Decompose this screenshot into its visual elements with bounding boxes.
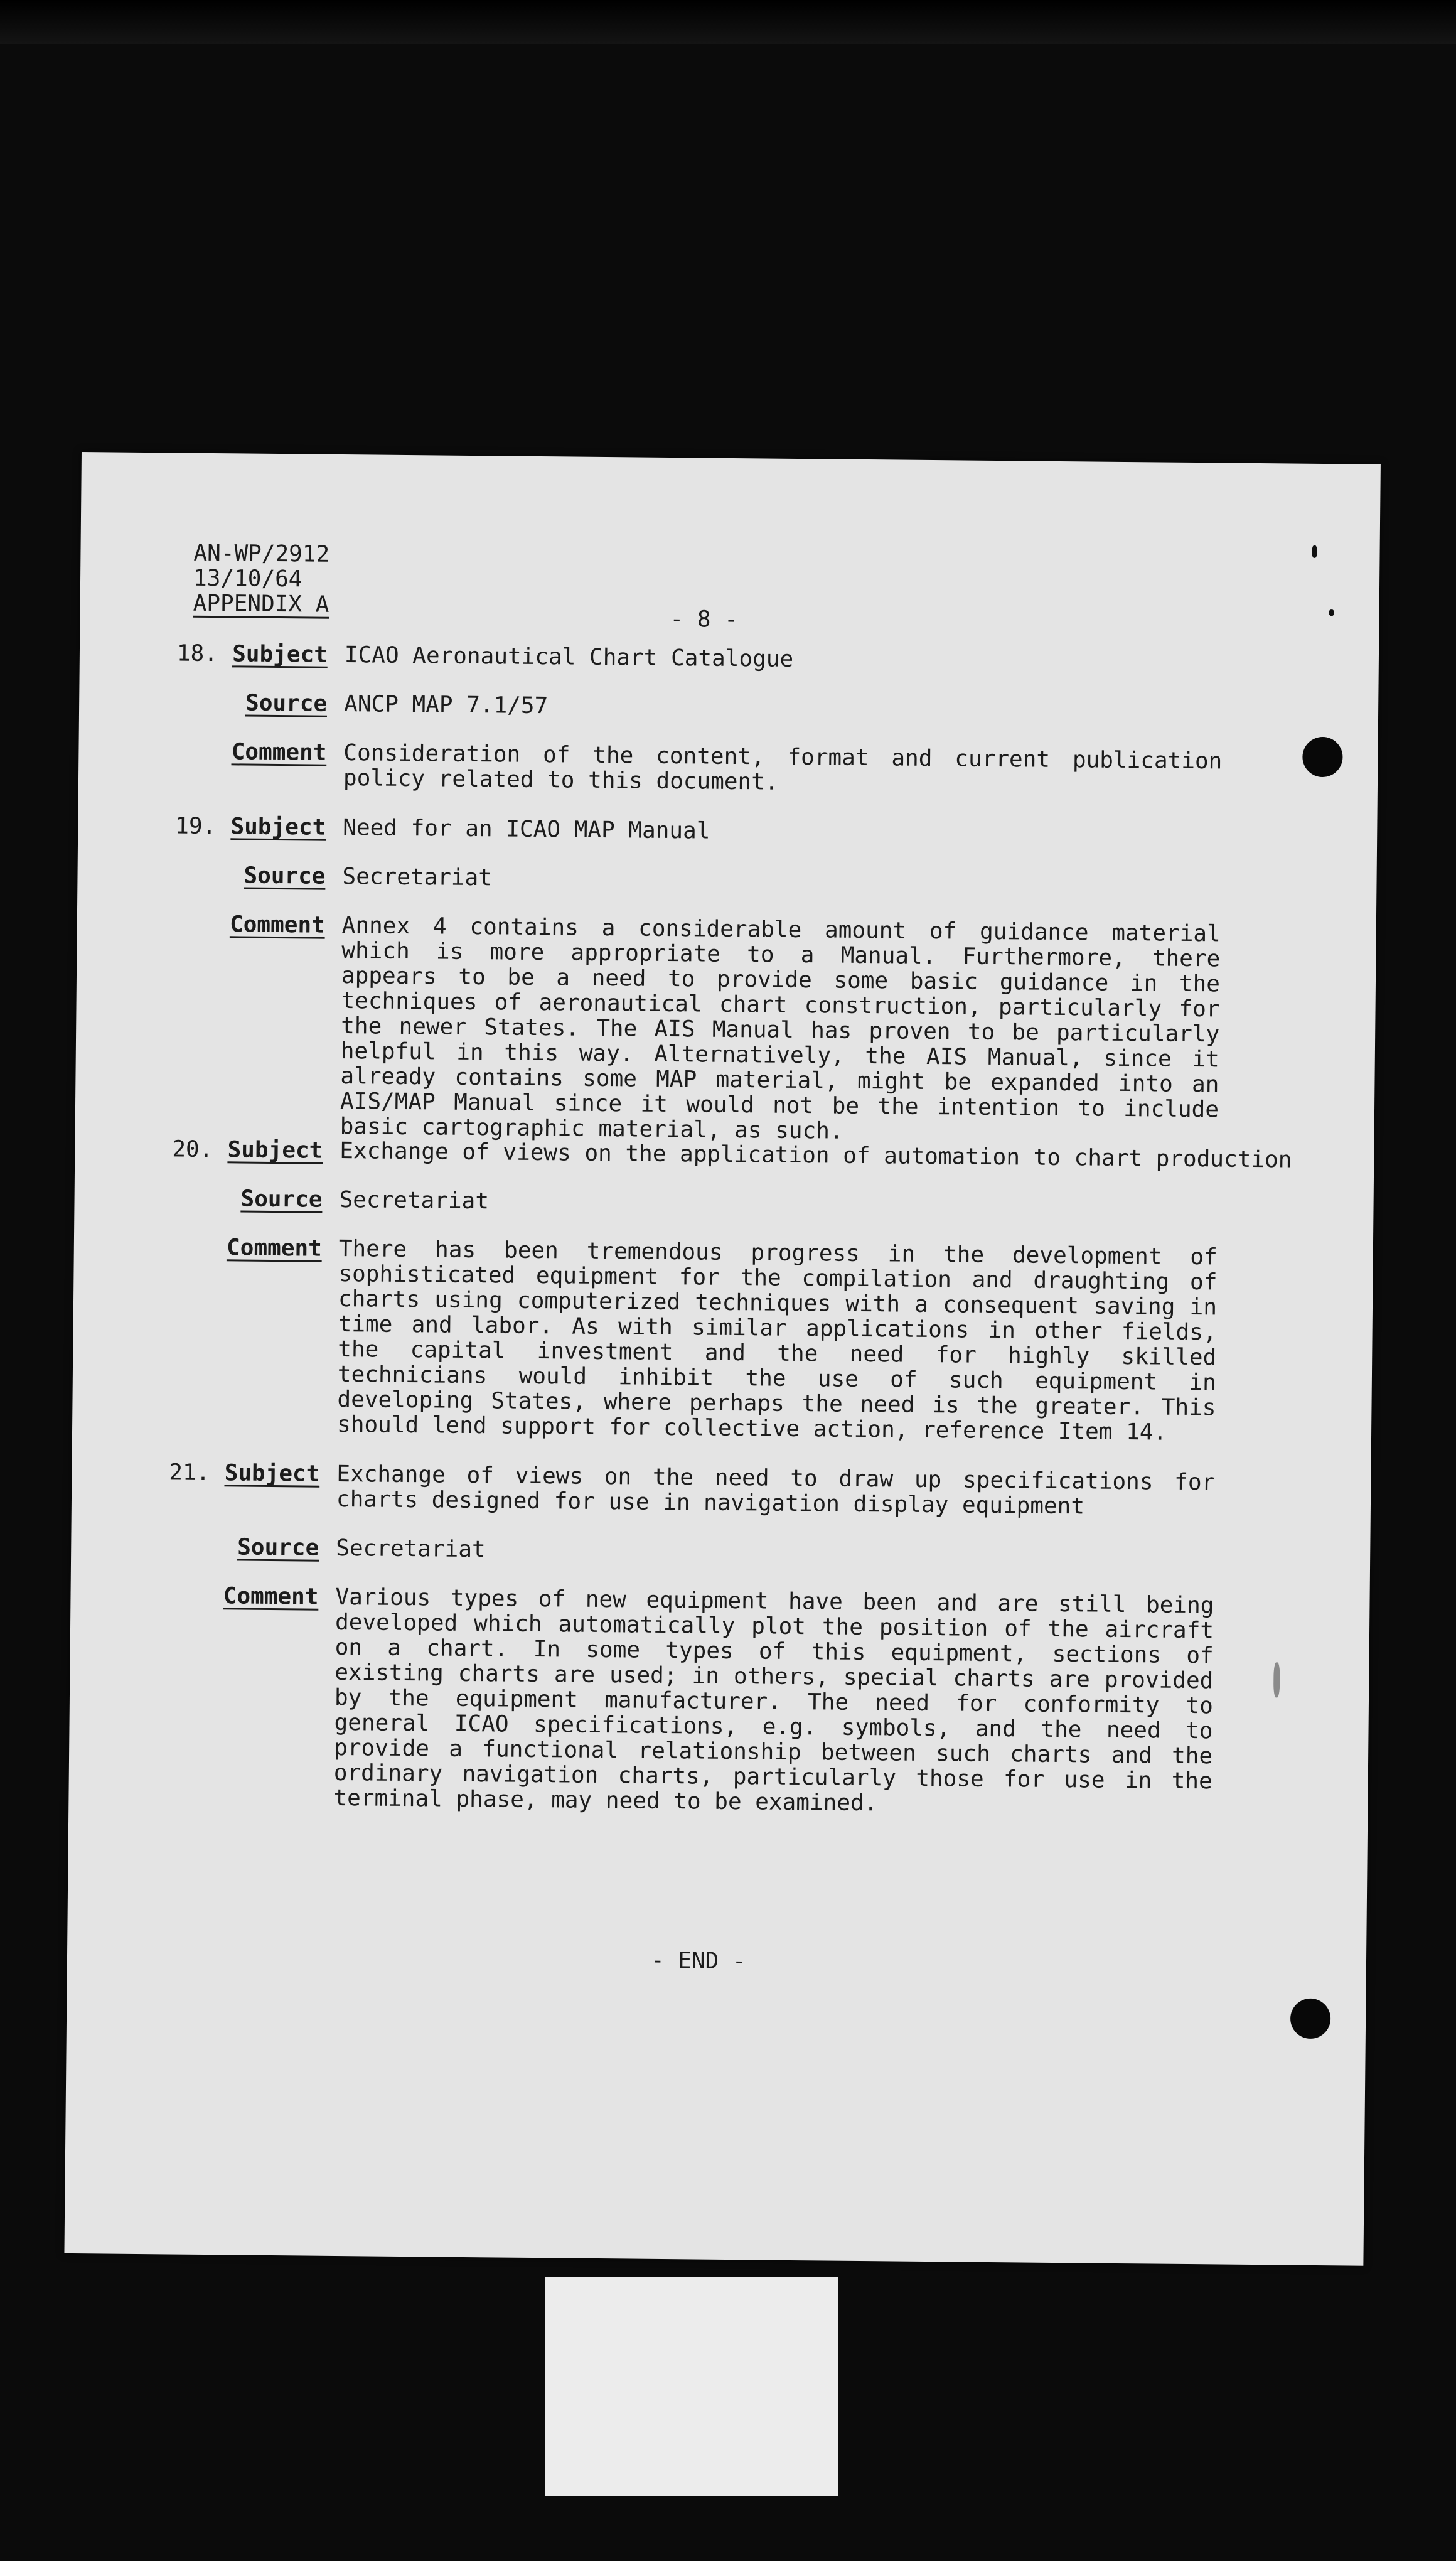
document-header bbox=[193, 541, 329, 619]
comment-label: Comment bbox=[231, 739, 327, 766]
comment-text: There has been tremendous progress in the development of sophisticated equipment for the compilation and draughting of charts using computerized techniques with a consequent saving in time and labor. As with similar applications in other fields, the capital investment and the need for highly skilled technicians would inhibit the use of such equipment in developing States, where perhaps the need is the greater. This should lend support for collective action, reference Item 14. bbox=[336, 1235, 1218, 1446]
speck-mark bbox=[1329, 609, 1334, 616]
comment-label: Comment bbox=[229, 911, 325, 938]
subject-text: Exchange of views on the application of automation to chart production bbox=[340, 1138, 1292, 1173]
document-reference: AN-WP/2912 bbox=[193, 540, 330, 567]
subject-label: Subject bbox=[232, 641, 328, 668]
source-text: ANCP MAP 7.1/57 bbox=[343, 691, 549, 719]
agenda-item-19 bbox=[144, 813, 1309, 1149]
item-number: 18. bbox=[176, 640, 218, 667]
item-number: 21. bbox=[169, 1459, 210, 1486]
binder-hole-top bbox=[1302, 737, 1343, 778]
subject-row bbox=[141, 1460, 1302, 1522]
document-page bbox=[64, 452, 1380, 2266]
comment-row bbox=[147, 739, 1309, 800]
source-text: Secretariat bbox=[342, 864, 493, 891]
source-label: Source bbox=[244, 862, 326, 889]
appendix-label: APPENDIX A bbox=[193, 590, 329, 618]
subject-label: Subject bbox=[224, 1460, 320, 1487]
blank-card bbox=[545, 2277, 838, 2496]
subject-label: Subject bbox=[230, 813, 326, 840]
page-number: - 8 - bbox=[670, 606, 739, 633]
comment-text: Annex 4 contains a considerable amount of guidance material which is more appropriate to a Manual. Furthermore, there appears to be a need to provide some basic guidance in the techniques of aeronautical chart construction, particularly for the newer States. The AIS Manual has proven to be particularly helpful in this way. Alternatively, the AIS Manual, since it already contains some MAP material, might be expanded into an AIS/MAP Manual since it would not be the intention to include basic cartographic material, as such. bbox=[340, 913, 1221, 1144]
document-date: 13/10/64 bbox=[193, 565, 302, 593]
item-number: 20. bbox=[172, 1136, 213, 1163]
comment-label: Comment bbox=[223, 1583, 319, 1610]
comment-label: Comment bbox=[226, 1235, 323, 1262]
subject-text: Need for an ICAO MAP Manual bbox=[343, 815, 710, 844]
agenda-item-21 bbox=[137, 1460, 1302, 1820]
end-mark: - END - bbox=[650, 1947, 746, 1975]
agenda-item-20 bbox=[141, 1137, 1305, 1447]
subject-label: Subject bbox=[227, 1137, 323, 1164]
subject-text: ICAO Aeronautical Chart Catalogue bbox=[344, 642, 794, 672]
source-label: Source bbox=[237, 1534, 319, 1561]
comment-text: Consideration of the content, format and current publication policy related to this document. bbox=[343, 740, 1223, 795]
item-number: 19. bbox=[175, 813, 217, 840]
speck-mark bbox=[1273, 1662, 1280, 1697]
subject-text: Exchange of views on the need to draw up specifications for charts designed for use in navigation display equipment bbox=[336, 1461, 1216, 1520]
speck-mark bbox=[1312, 545, 1317, 558]
comment-text: Various types of new equipment have been and are still being developed which automatically plot the position of the aircraft on a chart. In some types of this equipment, sections of existing charts are used; in others, special charts are provided by the equipment manufacturer. The need for conformity to general ICAO specifications, e.g. symbols, and the need to provide a functional relationship between such charts and the ordinary navigation charts, particularly those for use in the terminal phase, may need to be examined. bbox=[333, 1584, 1214, 1817]
film-edge bbox=[0, 0, 1456, 44]
binder-hole-bottom bbox=[1290, 1999, 1331, 2039]
source-text: Secretariat bbox=[339, 1186, 490, 1215]
comment-row bbox=[137, 1583, 1300, 1820]
source-label: Source bbox=[245, 690, 328, 717]
agenda-item-18 bbox=[147, 641, 1310, 800]
source-label: Source bbox=[240, 1186, 323, 1213]
comment-row bbox=[141, 1235, 1304, 1447]
source-text: Secretariat bbox=[336, 1535, 486, 1563]
comment-row bbox=[144, 911, 1307, 1149]
